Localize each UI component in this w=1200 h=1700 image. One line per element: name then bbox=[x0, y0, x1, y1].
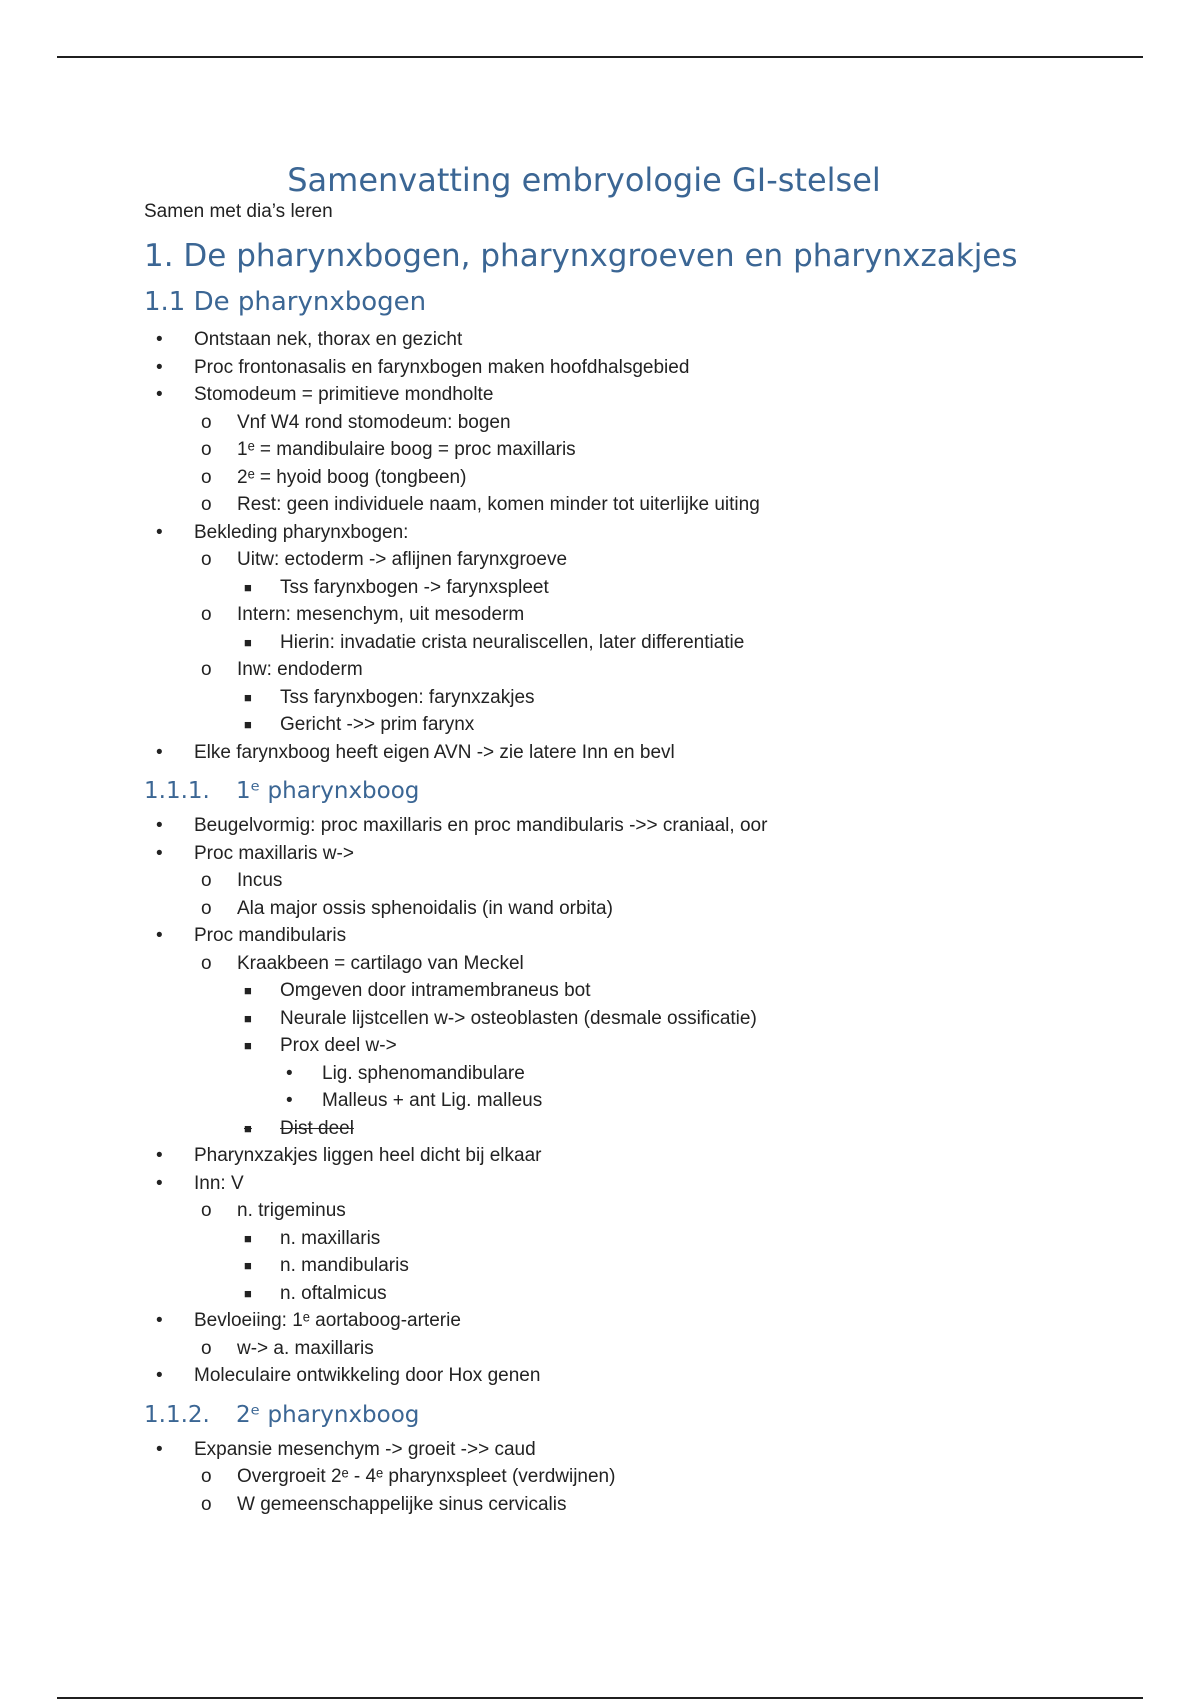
bullet-icon: o bbox=[201, 1337, 212, 1359]
bullet-icon: ■ bbox=[244, 1230, 252, 1246]
list-item-text: Stomodeum = primitieve mondholte bbox=[194, 384, 494, 405]
list-item-text: Elke farynxboog heeft eigen AVN -> zie latere Inn en bevl bbox=[194, 741, 675, 763]
list-item bbox=[144, 977, 1144, 1005]
bullet-icon: o bbox=[201, 897, 212, 919]
list-item-text: Proc mandibularis bbox=[194, 925, 347, 946]
list-item bbox=[144, 1087, 1144, 1115]
list-item bbox=[144, 950, 1144, 978]
bullet-icon: • bbox=[156, 741, 163, 763]
document-subtitle: Samen met dia’s leren bbox=[144, 201, 333, 222]
bullet-icon: ■ bbox=[244, 634, 252, 650]
bullet-icon: • bbox=[156, 384, 163, 405]
list-item bbox=[144, 1225, 1144, 1253]
list-item-text: Bevloeiing: 1ᵉ aortaboog-arterie bbox=[194, 1310, 461, 1331]
bullet-icon: • bbox=[156, 1172, 163, 1194]
list-item bbox=[144, 1252, 1144, 1280]
list-item bbox=[144, 546, 1144, 574]
list-item bbox=[144, 1032, 1144, 1060]
list-item bbox=[144, 381, 1144, 409]
bullet-icon: • bbox=[156, 1438, 163, 1460]
list-item-text: Intern: mesenchym, uit mesoderm bbox=[237, 604, 525, 625]
bullet-icon: o bbox=[201, 494, 212, 515]
bullet-icon: o bbox=[201, 1466, 212, 1487]
list-item bbox=[144, 519, 1144, 547]
list-item-text: Omgeven door intramembraneus bot bbox=[280, 980, 591, 1001]
list-item bbox=[144, 1142, 1144, 1170]
list-item-text: n. mandibularis bbox=[280, 1255, 409, 1276]
bullet-icon: ■ bbox=[244, 579, 252, 595]
heading-text: 1ᵉ pharynxboog bbox=[236, 778, 420, 804]
list-item bbox=[144, 1115, 1144, 1143]
bullet-icon: • bbox=[286, 1062, 293, 1084]
footer-rule bbox=[57, 1697, 1143, 1699]
bullet-icon: ■ bbox=[244, 1010, 252, 1026]
list-item-text: Kraakbeen = cartilago van Meckel bbox=[237, 952, 524, 974]
list-item bbox=[144, 1335, 1144, 1363]
list-item bbox=[144, 840, 1144, 868]
list-item bbox=[144, 354, 1144, 382]
list-item bbox=[144, 867, 1144, 895]
heading-number: 1.1.1. bbox=[144, 778, 210, 804]
bullet-icon: • bbox=[286, 1090, 293, 1111]
list-item bbox=[144, 812, 1144, 840]
list-item-text: Proc frontonasalis en farynxbogen maken hoofdhalsgebied bbox=[194, 356, 690, 378]
bullet-icon: ■ bbox=[244, 717, 252, 732]
list-item-text: 1ᵉ = mandibulaire boog = proc maxillaris bbox=[237, 439, 576, 460]
list-item bbox=[144, 922, 1144, 950]
bullet-icon: o bbox=[201, 659, 212, 680]
bullet-icon: o bbox=[201, 411, 212, 433]
list-item bbox=[144, 1307, 1144, 1335]
list-item-text: Overgroeit 2ᵉ - 4ᵉ pharynxspleet (verdwijnen) bbox=[237, 1466, 616, 1487]
list-item bbox=[144, 326, 1144, 354]
list-item-text: Ala major ossis sphenoidalis (in wand orbita) bbox=[237, 897, 613, 919]
bullet-icon: o bbox=[201, 439, 212, 460]
list-item-text: w-> a. maxillaris bbox=[237, 1337, 374, 1359]
bullet-icon: o bbox=[201, 1493, 212, 1515]
list-item bbox=[144, 1362, 1144, 1390]
bullet-icon: ■ bbox=[244, 689, 252, 705]
list-item-text: Pharynxzakjes liggen heel dicht bij elkaar bbox=[194, 1145, 542, 1166]
list-item bbox=[144, 656, 1144, 684]
list-item-text: Hierin: invadatie crista neuraliscellen, later differentiatie bbox=[280, 631, 745, 653]
bullet-icon: ■ bbox=[244, 1120, 252, 1136]
list-item-text: Bekleding pharynxbogen: bbox=[194, 521, 409, 543]
list-item bbox=[144, 601, 1144, 629]
list-item bbox=[144, 574, 1144, 602]
document-body bbox=[144, 160, 1144, 1518]
list-item bbox=[144, 1280, 1144, 1308]
bullet-icon: • bbox=[156, 521, 163, 543]
bullet-icon: ■ bbox=[244, 1258, 252, 1273]
list-item-text: Incus bbox=[237, 870, 283, 891]
list-item-text: Uitw: ectoderm -> aflijnen farynxgroeve bbox=[237, 549, 568, 570]
list-item bbox=[144, 1197, 1144, 1225]
bullet-icon: • bbox=[156, 842, 163, 864]
heading-1-1-2 bbox=[144, 1400, 1144, 1430]
bullet-icon: ■ bbox=[244, 1285, 252, 1301]
list-item-text: Rest: geen individuele naam, komen minder tot uiterlijke uiting bbox=[237, 494, 760, 515]
heading-1: 1. De pharynxbogen, pharynxgroeven en pharynxzakjes bbox=[144, 238, 1018, 274]
bullet-icon: o bbox=[201, 870, 212, 891]
heading-1-1-1 bbox=[144, 776, 1144, 806]
bullet-icon: o bbox=[201, 1200, 212, 1221]
list-item-text: n. oftalmicus bbox=[280, 1282, 387, 1304]
heading-text: 2ᵉ pharynxboog bbox=[236, 1401, 420, 1428]
list-item-text: Malleus + ant Lig. malleus bbox=[322, 1090, 543, 1111]
list-item-text: n. maxillaris bbox=[280, 1227, 381, 1249]
list-item bbox=[144, 491, 1144, 519]
list-item bbox=[144, 684, 1144, 712]
bullet-icon: o bbox=[201, 549, 212, 570]
list-item bbox=[144, 436, 1144, 464]
bullet-icon: • bbox=[156, 925, 163, 946]
list-item-text: Ontstaan nek, thorax en gezicht bbox=[194, 329, 463, 350]
list-item bbox=[144, 711, 1144, 739]
list-item-text: Tss farynxbogen: farynxzakjes bbox=[280, 686, 535, 708]
bullet-icon: • bbox=[156, 1145, 163, 1166]
list-item-text: n. trigeminus bbox=[237, 1200, 346, 1221]
bullet-icon: o bbox=[201, 952, 212, 974]
list-item bbox=[144, 1463, 1144, 1491]
list-item-text: 2ᵉ = hyoid boog (tongbeen) bbox=[237, 466, 467, 488]
bullet-icon: • bbox=[156, 815, 163, 836]
bullet-icon: • bbox=[156, 1310, 163, 1331]
bullet-icon: o bbox=[201, 466, 212, 488]
list-section-1-1-1 bbox=[144, 812, 1144, 1390]
list-item-text: Dist deel bbox=[280, 1117, 354, 1139]
list-section-1-1-2 bbox=[144, 1436, 1144, 1519]
bullet-icon: o bbox=[201, 604, 212, 625]
list-item-text: Neurale lijstcellen w-> osteoblasten (desmale ossificatie) bbox=[280, 1007, 757, 1029]
list-item-text: Beugelvormig: proc maxillaris en proc mandibularis ->> craniaal, oor bbox=[194, 815, 768, 836]
header-rule bbox=[57, 56, 1143, 58]
list-item bbox=[144, 895, 1144, 923]
list-item-text: Inn: V bbox=[194, 1172, 244, 1194]
document-title: Samenvatting embryologie GI-stelsel bbox=[287, 161, 881, 199]
list-item-text: Moleculaire ontwikkeling door Hox genen bbox=[194, 1365, 541, 1386]
heading-number: 1.1.2. bbox=[144, 1401, 210, 1428]
heading-1-1: 1.1 De pharynxbogen bbox=[144, 287, 427, 317]
list-item bbox=[144, 629, 1144, 657]
list-item bbox=[144, 1005, 1144, 1033]
list-item-text: Gericht ->> prim farynx bbox=[280, 714, 475, 735]
list-item bbox=[144, 739, 1144, 767]
list-item bbox=[144, 464, 1144, 492]
list-item bbox=[144, 409, 1144, 437]
list-item bbox=[144, 1436, 1144, 1464]
bullet-icon: ■ bbox=[244, 983, 252, 998]
list-item bbox=[144, 1060, 1144, 1088]
bullet-icon: • bbox=[156, 356, 163, 378]
list-item-text: Prox deel w-> bbox=[280, 1035, 397, 1056]
list-item-text: Vnf W4 rond stomodeum: bogen bbox=[237, 411, 511, 433]
list-item-text: Proc maxillaris w-> bbox=[194, 842, 354, 864]
list-item bbox=[144, 1170, 1144, 1198]
list-item-text: W gemeenschappelijke sinus cervicalis bbox=[237, 1493, 567, 1515]
bullet-icon: ■ bbox=[244, 1038, 252, 1053]
list-item-text: Inw: endoderm bbox=[237, 659, 363, 680]
bullet-icon: • bbox=[156, 1365, 163, 1386]
list-item-text: Tss farynxbogen -> farynxspleet bbox=[280, 576, 549, 598]
list-item-text: Lig. sphenomandibulare bbox=[322, 1062, 525, 1084]
bullet-icon: • bbox=[156, 329, 163, 350]
list-section-1-1 bbox=[144, 326, 1144, 766]
list-item-text: Expansie mesenchym -> groeit ->> caud bbox=[194, 1438, 536, 1460]
list-item bbox=[144, 1491, 1144, 1519]
